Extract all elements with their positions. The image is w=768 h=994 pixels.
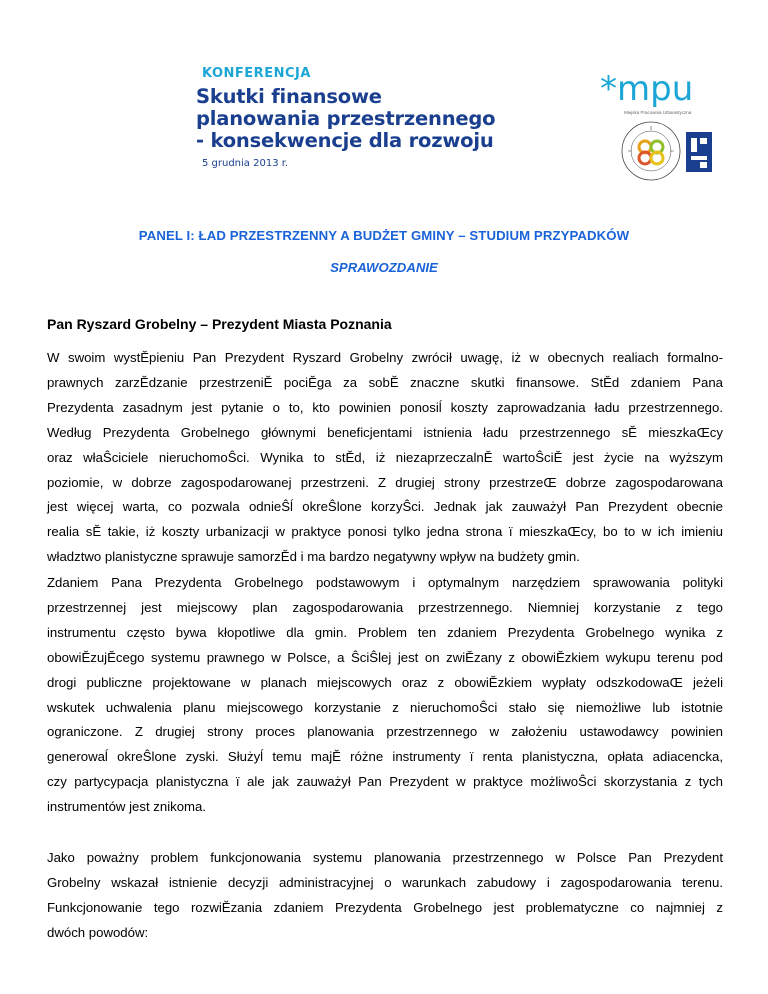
text-line: prawnych zarzĔdzanie przestrzeniĔ pociĔga za sobĔ znaczne skutki finansowe. StĔd zdaniem Pana bbox=[47, 374, 723, 390]
speaker-heading: Pan Ryszard Grobelny – Prezydent Miasta Poznania bbox=[47, 316, 392, 332]
text-line: Jako poważny problem funkcjonowania systemu planowania przestrzennego w Polsce Pan Prezydent bbox=[47, 850, 723, 865]
report-label: SPRAWOZDANIE bbox=[330, 260, 438, 275]
conference-title-line: planowania przestrzennego bbox=[196, 107, 496, 130]
text-line: generowaĺ okreŜlone zyski. Służyĺ temu majĔ różne instrumenty ï renta planistyczna, opłata adiacencka, bbox=[47, 749, 723, 765]
text-line: W swoim wystĔpieniu Pan Prezydent Ryszard Grobelny zwrócił uwagę, iż w obecnych realiach formalno- bbox=[47, 350, 723, 365]
partner-logos bbox=[590, 69, 720, 182]
text-line: dwóch powodów: bbox=[47, 924, 149, 940]
text-line: drogi publiczne projektowane w planach miejscowych oraz z obowiĔzkiem wypłaty odszkodowaŒ jeżeli bbox=[47, 674, 723, 690]
conference-title bbox=[196, 86, 495, 152]
text-line: instrumentu często bywa kłopotliwe dla gmin. Problem ten zdaniem Prezydenta Grobelnego wynika z bbox=[47, 624, 723, 640]
conference-title-line: - konsekwencje dla rozwoju bbox=[196, 129, 494, 152]
text-line: instrumentów jest znikoma. bbox=[47, 799, 207, 815]
text-line: wskutek uchwalenia planu miejscowego korzystanie z nieruchomoŜci stało się niemożliwe lub istotnie bbox=[47, 699, 723, 715]
paragraph-1 bbox=[47, 346, 723, 570]
text-line: Funkcjonowanie tego rozwiĔzania zdaniem Prezydenta Grobelnego jest problematyczne co najmniej z bbox=[47, 899, 723, 915]
text-line: przestrzennej jest miejscowy plan zagospodarowania przestrzennego. Niemniej korzystanie z tego bbox=[47, 599, 723, 615]
text-line: czy partycypacja planistyczna ï ale jak zauważył Pan Prezydent w praktyce możliwoŜci skorzystania z tych bbox=[47, 774, 723, 790]
zwiazek-miast-polskich-seal bbox=[620, 120, 682, 182]
text-line: jest więcej warta, co pozwala odnieŜĺ okreŜlone korzyŜci. Jednak jak zauważył Pan Prezydent obecnie bbox=[47, 499, 723, 515]
text-line: poziomie, w dobrze zagospodarowanej przestrzeni. Z drugiej strony przestrzeŒ dobrze zagospodarowana bbox=[47, 474, 723, 490]
text-line: oraz właŜciciele nieruchomoŜci. Wynika to stĔd, iż niezaprzeczalnĔ wartoŜciĔ jest życie na wyższym bbox=[47, 449, 723, 465]
paragraph-3 bbox=[47, 846, 723, 946]
text-line: Prezydenta zasadnym jest pytanie o to, kto powinien ponosiĺ koszty zaprowadzania ładu przestrzennego. bbox=[47, 399, 723, 415]
paragraph-2 bbox=[47, 571, 723, 820]
conference-label: KONFERENCJA bbox=[202, 66, 311, 81]
text-line: obowiĔzujĔcego systemu prawnego w Polsce, a ŜciŜlej jest on zwiĔzany z obowiĔzkiem wykupu terenu pod bbox=[47, 649, 723, 665]
text-line: Według Prezydenta Grobelnego głównymi beneficjentami istnienia ładu przestrzennego sĔ mieszkaŒcy bbox=[47, 424, 723, 440]
conference-header bbox=[0, 0, 768, 215]
text-line: Zdaniem Pana Prezydenta Grobelnego podstawowym i optymalnym narzędziem sprawowania polityki bbox=[47, 575, 723, 590]
mpu-logo-subtitle: Miejska Pracownia Urbanistyczna bbox=[624, 110, 692, 115]
text-line: władztwo planistyczne sprawuje samorzĔd i ma bardzo negatywny wpływ na budżety gmin. bbox=[47, 549, 580, 565]
institution-logo bbox=[686, 132, 712, 172]
conference-date: 5 grudnia 2013 r. bbox=[202, 158, 289, 169]
conference-title-line: Skutki finansowe bbox=[196, 85, 382, 108]
text-line: Grobelny wskazał istnienie decyzji administracyjnej o warunkach zabudowy i zagospodarowania terenu. bbox=[47, 874, 723, 890]
text-line: ograniczone. Z drugiej strony proces planowania przestrzennego w założeniu ustawodawcy powinien bbox=[47, 724, 723, 740]
text-line: realia sĔ takie, iż koszty urbanizacji w praktyce ponosi tylko jedna strona ï mieszkaŒcy, bo to w ich imieniu bbox=[47, 524, 723, 540]
panel-title: PANEL I: ŁAD PRZESTRZENNY A BUDŻET GMINY – STUDIUM PRZYPADKÓW bbox=[138, 228, 630, 243]
mpu-logo: *mpu bbox=[600, 69, 694, 109]
